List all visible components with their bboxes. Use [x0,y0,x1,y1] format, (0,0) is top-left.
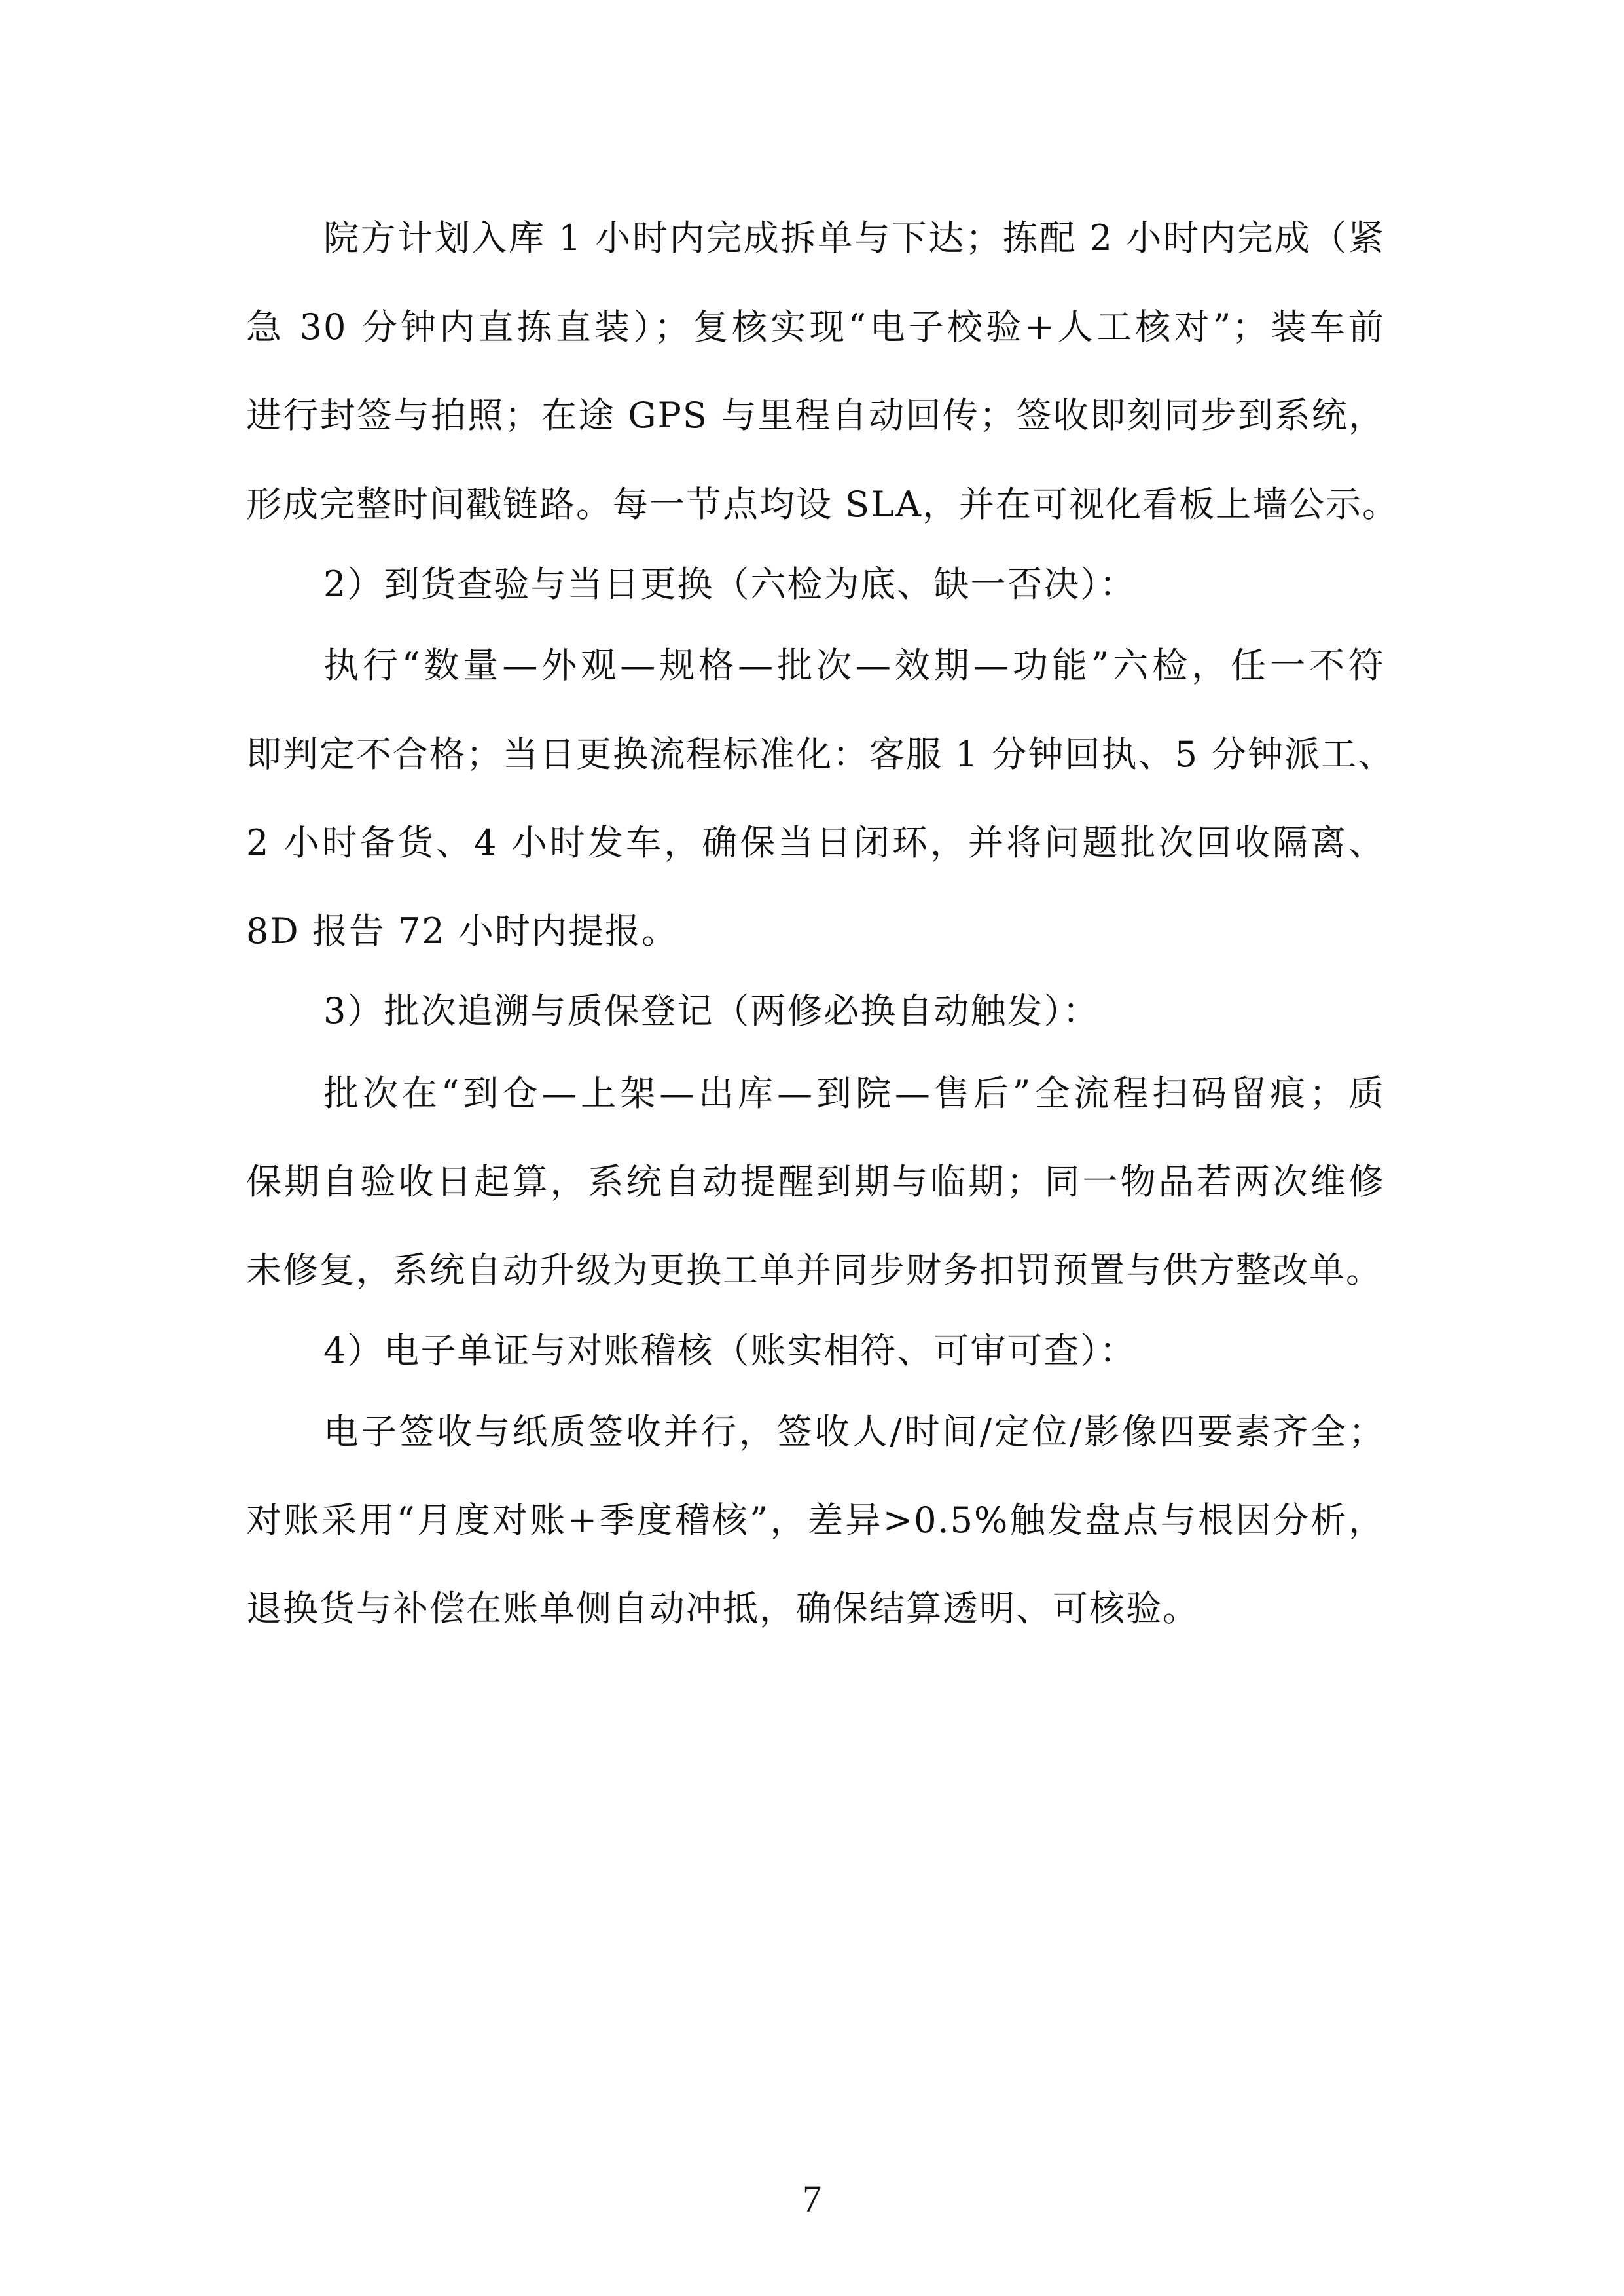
paragraph-line: 对账采用“月度对账+季度稽核”，差异>0.5%触发盘点与根因分析， [246,1499,1385,1541]
paragraph-line: 即判定不合格；当日更换流程标准化：客服 1 分钟回执、5 分钟派工、 [246,734,1395,775]
section-heading: 2）到货查验与当日更换（六检为底、缺一否决）： [323,564,1136,605]
paragraph-line: 执行“数量—外观—规格—批次—效期—功能”六检，任一不符 [323,645,1385,686]
section-heading: 4）电子单证与对账稽核（账实相符、可审可查）： [323,1330,1136,1371]
paragraph-line: 形成完整时间戳链路。每一节点均设 SLA，并在可视化看板上墙公示。 [246,484,1399,525]
paragraph-line: 退换货与补偿在账单侧自动冲抵，确保结算透明、可核验。 [246,1588,1199,1629]
paragraph-line: 进行封签与拍照；在途 GPS 与里程自动回传；签收即刻同步到系统， [246,395,1385,436]
paragraph-line: 院方计划入库 1 小时内完成拆单与下达；拣配 2 小时内完成（紧 [323,217,1385,259]
page-number: 7 [803,2178,821,2220]
paragraph-line: 批次在“到仓—上架—出库—到院—售后”全流程扫码留痕；质 [323,1073,1385,1114]
paragraph-line: 电子签收与纸质签收并行，签收人/时间/定位/影像四要素齐全； [323,1411,1385,1452]
paragraph-line: 急 30 分钟内直拣直装）；复核实现“电子校验+人工核对”；装车前 [246,306,1385,348]
paragraph-line: 保期自验收日起算，系统自动提醒到期与临期；同一物品若两次维修 [246,1161,1385,1202]
paragraph-line: 2 小时备货、4 小时发车，确保当日闭环，并将问题批次回收隔离、 [246,822,1385,863]
section-heading: 3）批次追溯与质保登记（两修必换自动触发）： [323,990,1100,1031]
paragraph-line: 8D 报告 72 小时内提报。 [246,910,678,952]
paragraph-line: 未修复，系统自动升级为更换工单并同步财务扣罚预置与供方整改单。 [246,1249,1382,1291]
